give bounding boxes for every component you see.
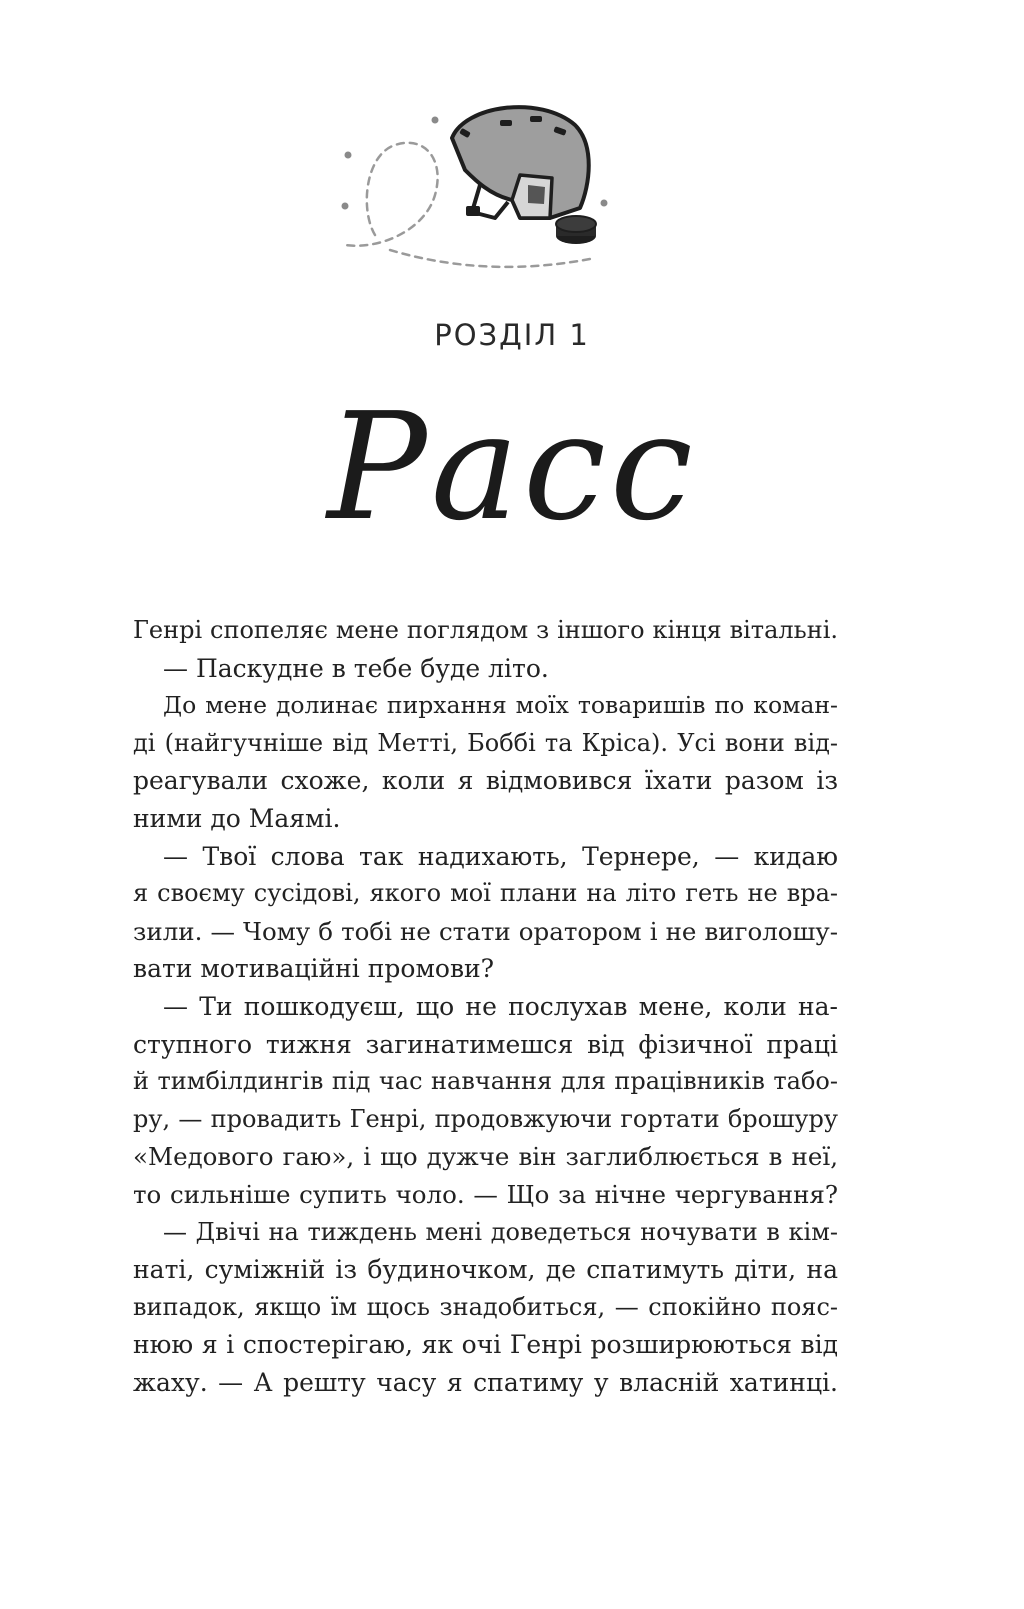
text-line: — Твої слова так надихають, Тернере, — кидаю xyxy=(163,841,838,871)
hockey-helmet-icon xyxy=(340,100,620,290)
text-line: то сильніше супить чоло. — Що за нічне чергування? xyxy=(133,1179,838,1209)
text-line: вати мотиваційні промови? xyxy=(133,954,495,984)
text-line: Генрі спопеляє мене поглядом з іншого кінця вітальні. xyxy=(133,616,838,644)
text-line: зили. — Чому б тобі не стати оратором і не виголошу- xyxy=(133,916,838,946)
text-line: я своєму сусідові, якого мої плани на літо геть не вра- xyxy=(133,879,838,908)
text-line: — Двічі на тиждень мені доведеться ночувати в кім- xyxy=(163,1217,838,1246)
text-line: випадок, якщо їм щось знадобиться, — спокійно пояс- xyxy=(133,1292,838,1321)
text-line: — Паскудне в тебе буде літо. xyxy=(163,653,549,683)
text-line: жаху. — А решту часу я спатиму у власній хатинці. xyxy=(133,1367,838,1397)
text-line: ді (найгучніше від Метті, Боббі та Кріса). Усі вони від- xyxy=(133,728,838,757)
text-line: «Медового гаю», і що дужче він заглиблюється в неї, xyxy=(133,1142,838,1172)
text-line: реагували схоже, коли я відмовився їхати разом із xyxy=(133,766,838,796)
text-line: й тимбілдингів під час навчання для працівників табо- xyxy=(133,1067,838,1096)
text-line: ступного тижня загинатимешся від фізичної праці xyxy=(133,1029,838,1059)
chapter-title: Расс xyxy=(327,381,697,553)
text-line: — Ти пошкодуєш, що не послухав мене, коли на- xyxy=(163,991,838,1021)
text-line: наті, суміжній із будиночком, де спатимуть діти, на xyxy=(133,1255,838,1285)
text-line: До мене долинає пирхання моїх товаришів по коман- xyxy=(163,691,838,720)
text-line: ними до Маямі. xyxy=(133,803,341,833)
chapter-body xyxy=(133,612,838,1401)
text-line: ру, — провадить Генрі, продовжуючи гортати брошуру xyxy=(133,1104,838,1133)
chapter-label: РОЗДІЛ 1 xyxy=(434,318,590,352)
text-line: нюю я і спостерігаю, як очі Генрі розширюються від xyxy=(133,1330,838,1360)
